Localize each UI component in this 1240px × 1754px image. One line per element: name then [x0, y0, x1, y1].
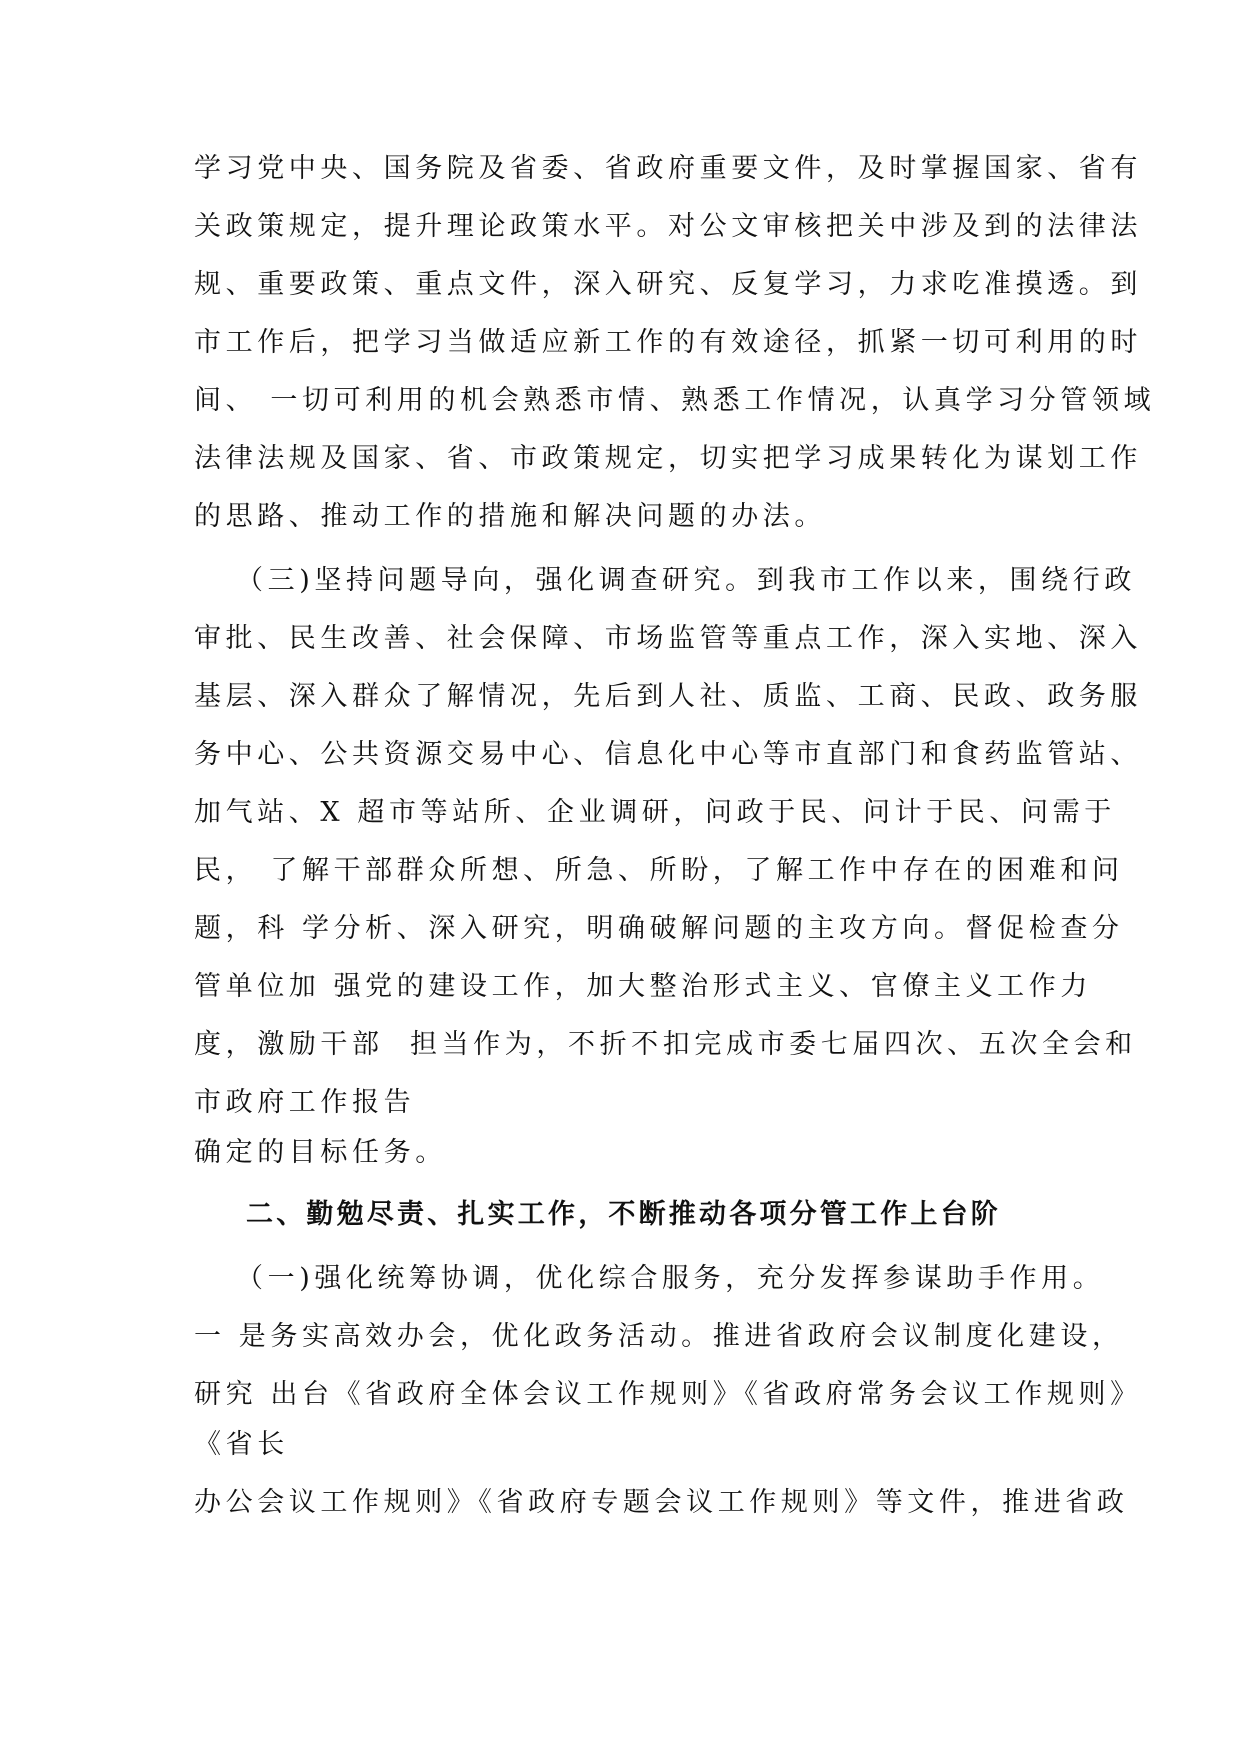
body-text-line: 办公会议工作规则》《省政府专题会议工作规则》等文件，推进省政 [194, 1487, 1129, 1518]
body-text-line: 的思路、推动工作的措施和解决问题的办法。 [194, 501, 826, 532]
body-text-line: 研究 出台《省政府全体会议工作规则》《省政府常务会议工作规则》 [194, 1379, 1142, 1410]
body-text-line: 审批、民生改善、社会保障、市场监管等重点工作，深入实地、深入 [194, 623, 1142, 654]
body-text-line: 加气站、X 超市等站所、企业调研，问政于民、问计于民、问需于 [194, 797, 1116, 828]
body-text-line: 管单位加 强党的建设工作，加大整治形式主义、官僚主义工作力 [194, 971, 1092, 1002]
body-text-line: 法律法规及国家、省、市政策规定，切实把学习成果转化为谋划工作 [194, 443, 1142, 474]
section-heading: 二、勤勉尽责、扎实工作，不断推动各项分管工作上台阶 [246, 1199, 1001, 1230]
body-text-line: 度，激励干部 担当作为，不折不扣完成市委七届四次、五次全会和 [194, 1029, 1137, 1060]
paragraph-three-first-line: （三)坚持问题导向，强化调查研究。到我市工作以来，围绕行政 [236, 565, 1136, 596]
body-text-line: 《省长 [194, 1429, 289, 1460]
body-text-line: 务中心、公共资源交易中心、信息化中心等市直部门和食药监管站、 [194, 739, 1142, 770]
body-text-line: 规、重要政策、重点文件，深入研究、反复学习，力求吃准摸透。到 [194, 269, 1142, 300]
body-text-line: 学习党中央、国务院及省委、省政府重要文件，及时掌握国家、省有 [194, 153, 1142, 184]
body-text-line: 基层、深入群众了解情况，先后到人社、质监、工商、民政、政务服 [194, 681, 1142, 712]
body-text-line: 市工作后，把学习当做适应新工作的有效途径，抓紧一切可利用的时 [194, 327, 1142, 358]
body-text-line: 市政府工作报告 [194, 1087, 416, 1118]
body-text-line: 间、 一切可利用的机会熟悉市情、熟悉工作情况，认真学习分管领域 [194, 385, 1156, 416]
paragraph-one-first-line: （一)强化统筹协调，优化综合服务，充分发挥参谋助手作用。 [236, 1263, 1105, 1294]
body-text-line: 一 是务实高效办会，优化政务活动。推进省政府会议制度化建设， [194, 1321, 1124, 1352]
body-text-line: 民， 了解干部群众所想、所急、所盼，了解工作中存在的困难和问 [194, 855, 1124, 886]
body-text-line: 题，科 学分析、深入研究，明确破解问题的主攻方向。督促检查分 [194, 913, 1124, 944]
body-text-line: 确定的目标任务。 [194, 1137, 447, 1168]
body-text-line: 关政策规定，提升理论政策水平。对公文审核把关中涉及到的法律法 [194, 211, 1142, 242]
